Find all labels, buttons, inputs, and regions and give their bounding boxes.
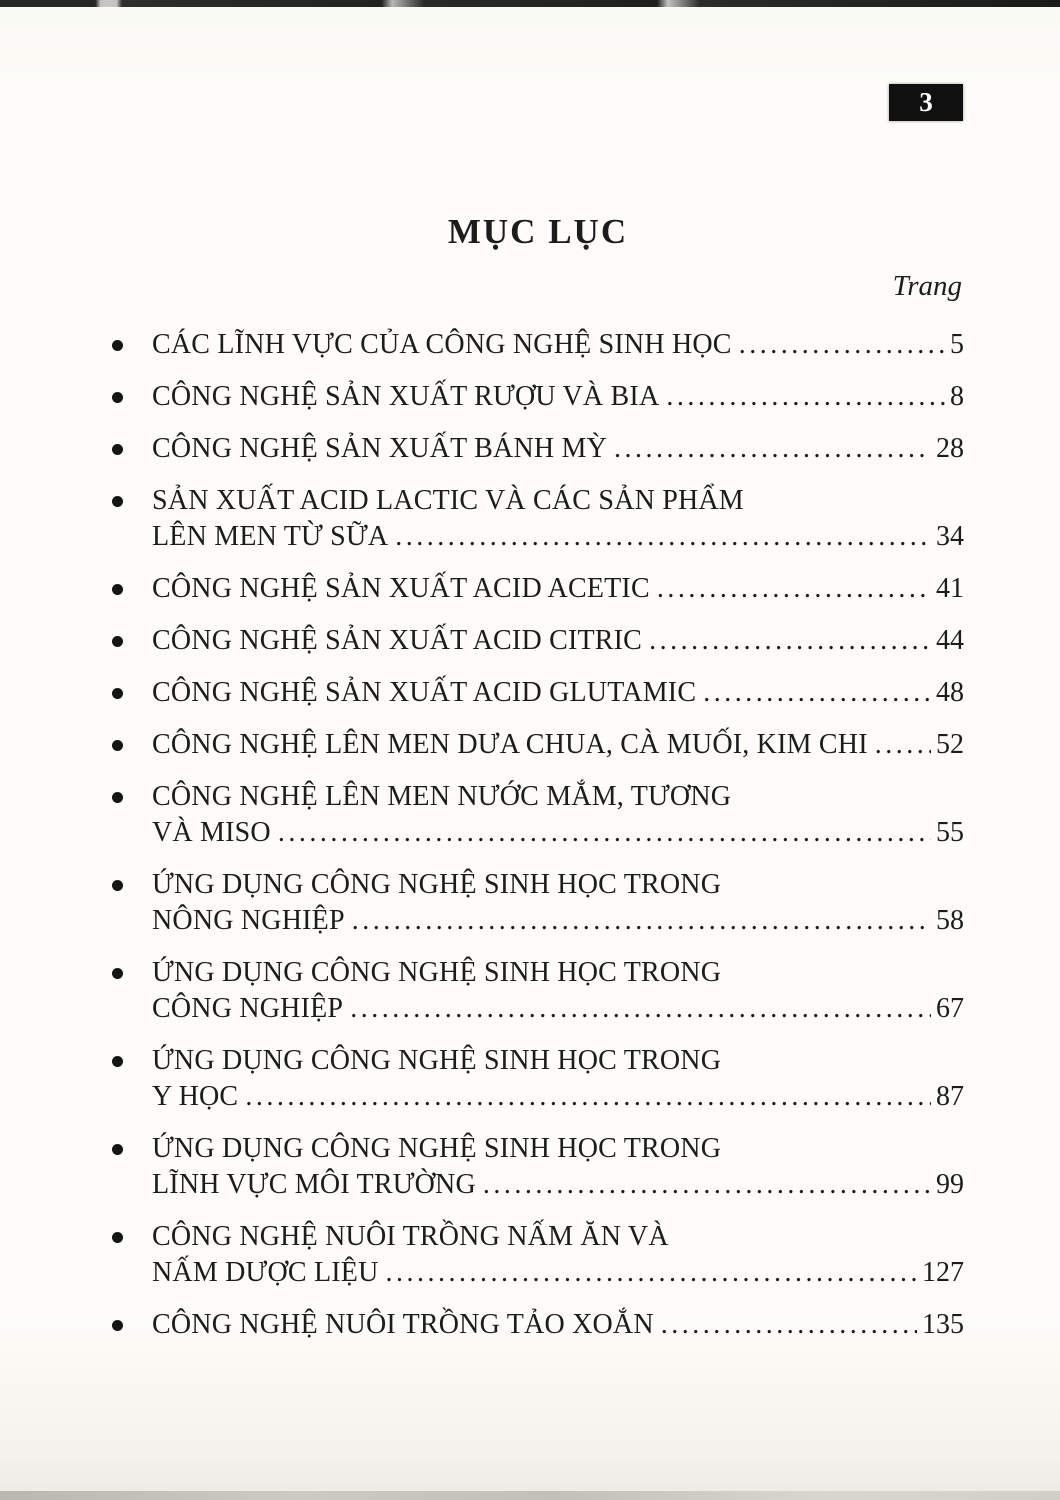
- entry-title-line: ỨNG DỤNG CÔNG NGHỆ SINH HỌC TRONG: [152, 869, 722, 900]
- toc-entry: [112, 727, 964, 763]
- toc-entry-body: [152, 867, 964, 939]
- dot-leader: [739, 327, 945, 363]
- toc-entry-line: [152, 519, 964, 555]
- entry-page-number: 28: [936, 433, 964, 464]
- toc-entry-body: [152, 779, 964, 851]
- entry-title-line: Y HỌC: [152, 1081, 239, 1112]
- bullet-icon: [112, 340, 123, 351]
- entry-page-number: 48: [936, 677, 964, 708]
- toc-entry-line: [152, 623, 964, 659]
- bullet-icon: [112, 968, 123, 979]
- bullet-icon: [112, 392, 123, 403]
- toc-list: [112, 327, 964, 1343]
- entry-title-line: ỨNG DỤNG CÔNG NGHỆ SINH HỌC TRONG: [152, 957, 722, 988]
- toc-entry-line: [152, 991, 964, 1027]
- entry-page-number: 44: [936, 625, 964, 656]
- entry-page-number: 87: [936, 1081, 964, 1112]
- dot-leader: [245, 1079, 931, 1115]
- toc-entry: [112, 379, 964, 415]
- entry-page-number: 55: [936, 817, 964, 848]
- dot-leader: [395, 519, 931, 555]
- toc-entry-body: [152, 327, 964, 363]
- toc-entry-line: [152, 1255, 964, 1291]
- page-title: MỤC LỤC: [447, 212, 629, 251]
- dot-leader: [703, 675, 931, 711]
- dot-leader: [352, 903, 931, 939]
- entry-title-line: ỨNG DỤNG CÔNG NGHỆ SINH HỌC TRONG: [152, 1133, 722, 1164]
- toc-entry: [112, 955, 964, 1027]
- toc-entry-line: [152, 815, 964, 851]
- toc-entry: [112, 571, 964, 607]
- entry-title-line: CÁC LĨNH VỰC CỦA CÔNG NGHỆ SINH HỌC: [152, 329, 732, 360]
- bullet-icon: [112, 636, 123, 647]
- entry-title-line: CÔNG NGHỆ SẢN XUẤT ACID GLUTAMIC: [152, 677, 697, 708]
- entry-title-line: CÔNG NGHỆ LÊN MEN NƯỚC MẮM, TƯƠNG: [152, 781, 732, 812]
- entry-title-line: LÊN MEN TỪ SỮA: [152, 521, 389, 552]
- column-header-trang: Trang: [892, 270, 962, 302]
- entry-page-number: 135: [922, 1309, 964, 1340]
- toc-entry-line: [152, 379, 964, 415]
- dot-leader: [386, 1255, 917, 1291]
- entry-title-line: SẢN XUẤT ACID LACTIC VÀ CÁC SẢN PHẨM: [152, 485, 744, 516]
- toc-entry-line: [152, 903, 964, 939]
- entry-title-line: CÔNG NGHỆ SẢN XUẤT RƯỢU VÀ BIA: [152, 381, 660, 412]
- entry-title-line: VÀ MISO: [152, 817, 271, 848]
- toc-entry: [112, 867, 964, 939]
- toc-entry-line: [152, 1043, 964, 1079]
- bullet-icon: [112, 740, 123, 751]
- toc-entry-line: [152, 1079, 964, 1115]
- entry-page-number: 67: [936, 993, 964, 1024]
- toc-entry-line: [152, 779, 964, 815]
- dot-leader: [649, 623, 931, 659]
- toc-entry-line: [152, 1307, 964, 1343]
- entry-page-number: 41: [936, 573, 964, 604]
- bullet-icon: [112, 444, 123, 455]
- toc-entry: [112, 779, 964, 851]
- toc-entry-line: [152, 867, 964, 903]
- entry-title-line: LĨNH VỰC MÔI TRƯỜNG: [152, 1169, 476, 1200]
- toc-entry-line: [152, 675, 964, 711]
- toc-entry: [112, 1131, 964, 1203]
- toc-entry-line: [152, 1131, 964, 1167]
- bullet-icon: [112, 496, 123, 507]
- dot-leader: [614, 431, 931, 467]
- bullet-icon: [112, 792, 123, 803]
- toc-entry-body: [152, 431, 964, 467]
- dot-leader: [483, 1167, 931, 1203]
- entry-title-line: ỨNG DỤNG CÔNG NGHỆ SINH HỌC TRONG: [152, 1045, 722, 1076]
- entry-page-number: 5: [950, 329, 964, 360]
- toc-entry-body: [152, 1043, 964, 1115]
- toc-entry-body: [152, 1219, 964, 1291]
- bullet-icon: [112, 584, 123, 595]
- entry-page-number: 127: [922, 1257, 964, 1288]
- bullet-icon: [112, 688, 123, 699]
- toc-entry-body: [152, 623, 964, 659]
- entry-title-line: CÔNG NGHỆ SẢN XUẤT ACID CITRIC: [152, 625, 643, 656]
- entry-page-number: 52: [936, 729, 964, 760]
- toc-entry: [112, 675, 964, 711]
- entry-title-line: NẤM DƯỢC LIỆU: [152, 1257, 379, 1288]
- toc-entry-body: [152, 379, 964, 415]
- toc-entry-line: [152, 483, 964, 519]
- bullet-icon: [112, 1320, 123, 1331]
- dot-leader: [278, 815, 931, 851]
- entry-title-line: CÔNG NGHỆ LÊN MEN DƯA CHUA, CÀ MUỐI, KIM CHI: [152, 729, 868, 760]
- toc-entry-body: [152, 955, 964, 1027]
- bullet-icon: [112, 1232, 123, 1243]
- toc-entry-line: [152, 1167, 964, 1203]
- bullet-icon: [112, 1056, 123, 1067]
- entry-title-line: CÔNG NGHỆ NUÔI TRỒNG TẢO XOẮN: [152, 1309, 654, 1340]
- entry-title-line: CÔNG NGHỆ SẢN XUẤT ACID ACETIC: [152, 573, 650, 604]
- entry-title-line: CÔNG NGHIỆP: [152, 993, 344, 1024]
- entry-page-number: 99: [936, 1169, 964, 1200]
- dot-leader: [661, 1307, 917, 1343]
- dot-leader: [875, 727, 931, 763]
- scan-edge-bottom: [0, 1491, 1060, 1500]
- toc-entry: [112, 1219, 964, 1291]
- toc-entry-body: [152, 1131, 964, 1203]
- toc-entry-body: [152, 727, 964, 763]
- entry-title-line: NÔNG NGHIỆP: [152, 905, 345, 936]
- toc-entry-line: [152, 327, 964, 363]
- toc-entry-body: [152, 571, 964, 607]
- toc-entry: [112, 431, 964, 467]
- bullet-icon: [112, 1144, 123, 1155]
- toc-entry: [112, 327, 964, 363]
- entry-page-number: 8: [950, 381, 964, 412]
- toc-entry-line: [152, 431, 964, 467]
- toc-entry-line: [152, 955, 964, 991]
- toc-entry: [112, 483, 964, 555]
- toc-entry: [112, 1307, 964, 1343]
- entry-page-number: 34: [936, 521, 964, 552]
- toc-entry-body: [152, 483, 964, 555]
- bullet-icon: [112, 880, 123, 891]
- entry-page-number: 58: [936, 905, 964, 936]
- toc-entry-line: [152, 727, 964, 763]
- dot-leader: [350, 991, 931, 1027]
- entry-title-line: CÔNG NGHỆ NUÔI TRỒNG NẤM ĂN VÀ: [152, 1221, 669, 1252]
- dot-leader: [657, 571, 931, 607]
- toc-entry-body: [152, 675, 964, 711]
- toc-entry: [112, 1043, 964, 1115]
- entry-title-line: CÔNG NGHỆ SẢN XUẤT BÁNH MỲ: [152, 433, 608, 464]
- toc-entry-body: [152, 1307, 964, 1343]
- toc-entry: [112, 623, 964, 659]
- page-number: 3: [919, 87, 933, 117]
- toc-entry-line: [152, 571, 964, 607]
- toc-entry-line: [152, 1219, 964, 1255]
- dot-leader: [666, 379, 945, 415]
